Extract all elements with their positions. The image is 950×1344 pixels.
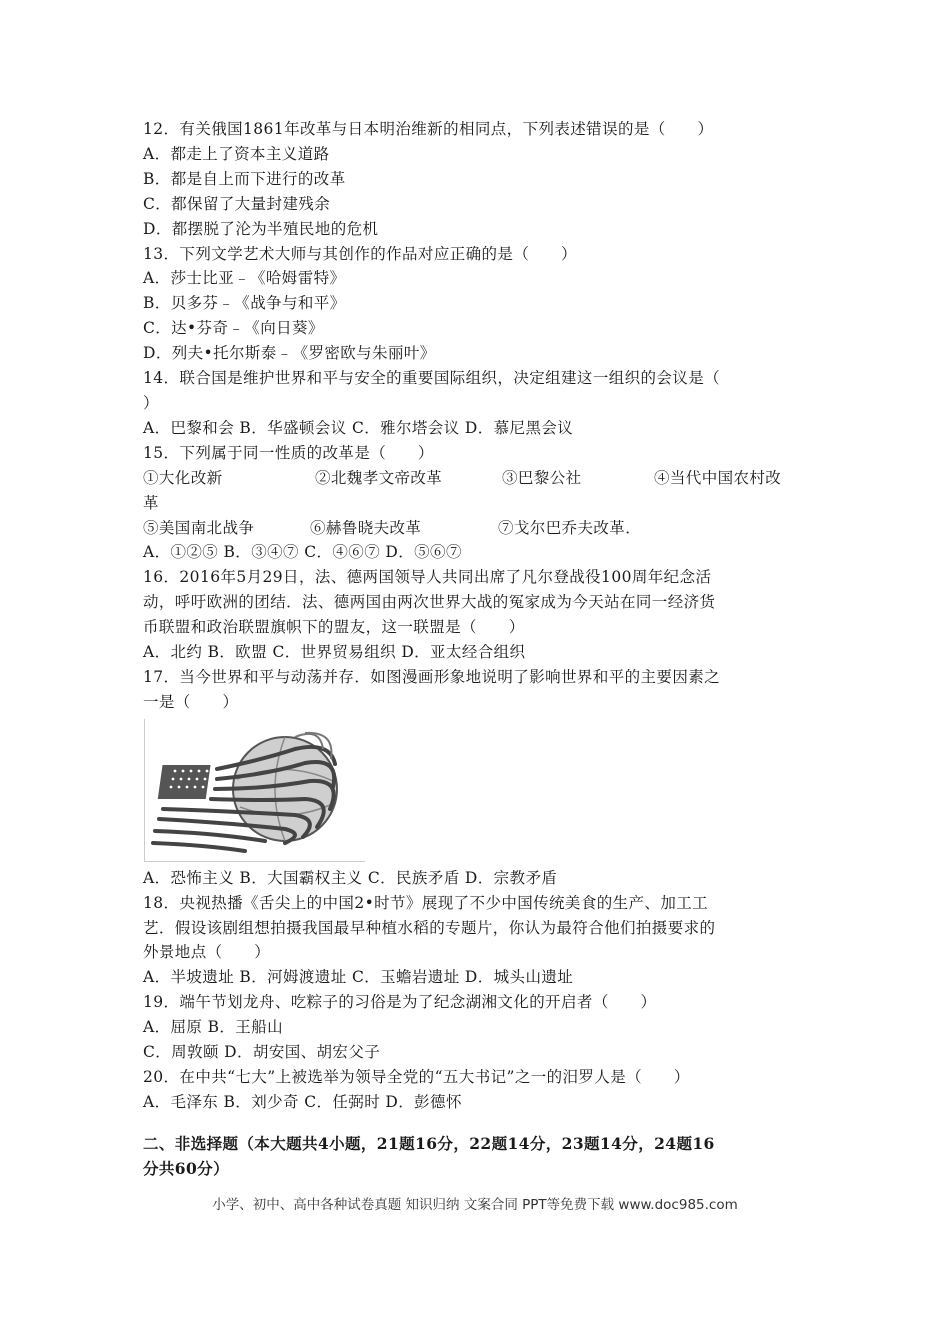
question-19-options-line-1: A．屈原 B．王船山	[143, 1018, 284, 1037]
question-13-option-c: C．达•芬奇﹣《向日葵》	[143, 319, 324, 338]
section-2-heading-line-2: 分共60分）	[143, 1158, 229, 1178]
question-19-options-line-2: C．周敦颐 D．胡安国、胡宏父子	[143, 1043, 381, 1062]
question-16-stem-line-1: 16．2016年5月29日，法、德两国领导人共同出席了凡尔登战役100周年纪念活	[143, 568, 712, 587]
question-15-item-3: ③巴黎公社	[502, 468, 582, 487]
question-15-items-row-1	[143, 466, 813, 491]
question-19-stem: 19．端午节划龙舟、吃粽子的习俗是为了纪念湖湘文化的开启者（ ）	[143, 993, 657, 1012]
question-15-item-6: ⑥赫鲁晓夫改革	[310, 518, 422, 537]
question-15-item-1: ①大化改新	[143, 468, 223, 487]
question-12-option-d: D．都摆脱了沦为半殖民地的危机	[143, 219, 379, 238]
question-14-stem-line-1: 14．联合国是维护世界和平与安全的重要国际组织，决定组建这一组织的会议是（	[143, 369, 721, 388]
question-13-option-a: A．莎士比亚﹣《哈姆雷特》	[143, 269, 346, 288]
question-18-stem-line-3: 外景地点（ ）	[143, 943, 271, 962]
question-18-stem-line-2: 艺．假设该剧组想拍摄我国最早种植水稻的专题片，你认为最符合他们拍摄要求的	[143, 918, 716, 937]
question-15-item-5: ⑤美国南北战争	[143, 518, 255, 537]
question-15-item-7: ⑦戈尔巴乔夫改革．	[498, 518, 642, 537]
question-15-item-2: ②北魏孝文帝改革	[315, 468, 443, 487]
question-17-options: A．恐怖主义 B．大国霸权主义 C．民族矛盾 D．宗教矛盾	[143, 868, 558, 887]
question-17-stem-line-1: 17．当今世界和平与动荡并存．如图漫画形象地说明了影响世界和平的主要因素之	[143, 667, 721, 686]
question-15-item-4: ④当代中国农村改	[654, 468, 782, 487]
question-16-options: A．北约 B．欧盟 C．世界贸易组织 D．亚太经合组织	[143, 643, 526, 662]
question-15-items-row-2	[143, 516, 813, 541]
question-17-stem-line-2: 一是（ ）	[143, 692, 239, 711]
question-15-item-4-cont: 革	[143, 493, 159, 512]
question-13-option-b: B．贝多芬﹣《战争与和平》	[143, 294, 346, 313]
question-12-option-c: C．都保留了大量封建残余	[143, 194, 331, 213]
question-13-stem: 13．下列文学艺术大师与其创作的作品对应正确的是（ ）	[143, 244, 577, 263]
question-15-stem: 15．下列属于同一性质的改革是（ ）	[143, 443, 434, 462]
question-13-option-d: D．列夫•托尔斯泰﹣《罗密欧与朱丽叶》	[143, 344, 436, 363]
question-18-stem-line-1: 18．央视热播《舌尖上的中国2•时节》展现了不少中国传统美食的生产、加工工	[143, 893, 709, 912]
section-2-heading-line-1: 二、非选择题（本大题共4小题，21题16分，22题14分，23题14分，24题16	[143, 1133, 715, 1153]
question-16-stem-line-3: 币联盟和政治联盟旗帜下的盟友，这一联盟是（ ）	[143, 618, 525, 637]
question-12-option-a: A．都走上了资本主义道路	[143, 144, 330, 163]
question-14-stem-line-2: ）	[143, 393, 159, 412]
question-12-option-b: B．都是自上而下进行的改革	[143, 169, 346, 188]
question-18-options: A．半坡遗址 B．河姆渡遗址 C．玉蟾岩遗址 D．城头山遗址	[143, 968, 574, 987]
question-12-stem: 12．有关俄国1861年改革与日本明治维新的相同点，下列表述错误的是（ ）	[143, 120, 714, 138]
question-20-options: A．毛泽东 B．刘少奇 C．任弼时 D．彭德怀	[143, 1092, 462, 1111]
question-16-stem-line-2: 动，呼吁欧洲的团结．法、德两国由两次世界大战的冤家成为今天站在同一经济货	[143, 593, 716, 612]
question-list	[143, 117, 813, 1182]
page-footer: 小学、初中、高中各种试卷真题 知识归纳 文案合同 PPT等免费下载 www.doc985.com	[212, 1197, 738, 1213]
question-20-stem: 20．在中共“七大”上被选举为领导全党的“五大书记”之一的汨罗人是（ ）	[143, 1068, 690, 1086]
question-14-options: A．巴黎和会 B．华盛顿会议 C．雅尔塔会议 D．慕尼黑会议	[143, 418, 574, 437]
flag-wrapped-globe-cartoon	[144, 719, 365, 862]
question-15-options: A．①②⑤ B．③④⑦ C．④⑥⑦ D．⑤⑥⑦	[143, 543, 462, 562]
